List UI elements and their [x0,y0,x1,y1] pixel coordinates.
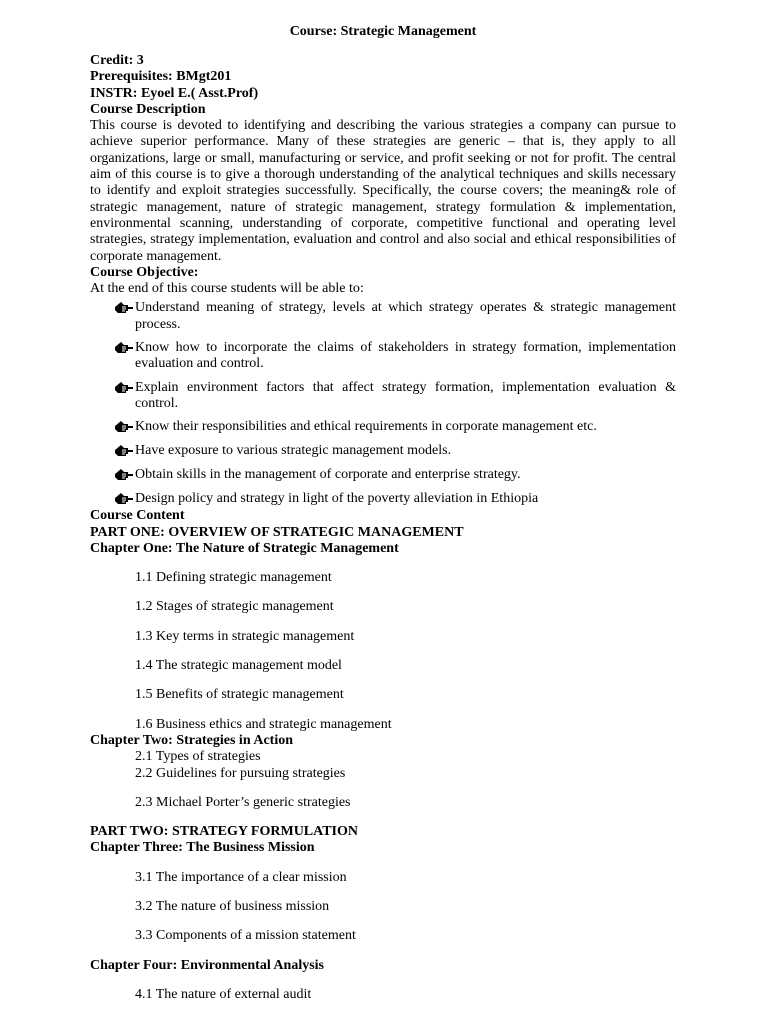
instructor: INSTR: Eyoel E.( Asst.Prof) [90,85,259,101]
objective-text: Understand meaning of strategy, levels at which strategy operates & strategic management process. [135,300,676,332]
section-item: 1.4 The strategic management model [135,658,342,674]
objective-item [90,340,676,373]
pointing-hand-icon [114,419,134,435]
course-title: Course: Strategic Management [289,24,477,39]
objective-heading: Course Objective: [90,264,199,280]
chapter-four-title: Chapter Four: Environmental Analysis [90,957,325,973]
section-item: 1.6 Business ethics and strategic management [135,716,392,732]
pointing-hand-icon [114,380,134,396]
objective-item [90,300,676,333]
pointing-hand-icon [114,491,134,507]
objective-text: Know how to incorporate the claims of stakeholders in strategy formation, implementation evaluation and control. [135,340,676,372]
prerequisites: Prerequisites: BMgt201 [90,69,232,85]
section-item: 2.2 Guidelines for pursuing strategies [135,765,346,781]
pointing-hand-icon [114,300,134,316]
objective-item [90,419,676,436]
section-item: 4.1 The nature of external audit [135,986,312,1002]
objective-intro: At the end of this course students will be able to: [90,281,364,297]
objective-item [90,443,676,460]
section-item: 1.5 Benefits of strategic management [135,687,344,703]
objective-list [90,300,676,508]
content-heading: Course Content [90,508,185,524]
section-item: 2.1 Types of strategies [135,749,261,765]
chapter-two-title: Chapter Two: Strategies in Action [90,732,293,748]
objective-text: Obtain skills in the management of corporate and enterprise strategy. [135,467,521,483]
section-item: 1.1 Defining strategic management [135,570,332,586]
chapter-one-title: Chapter One: The Nature of Strategic Management [90,540,399,556]
section-item: 3.3 Components of a mission statement [135,928,356,944]
course-meta [90,53,676,297]
objective-text: Design policy and strategy in light of the poverty alleviation in Ethiopia [135,491,539,507]
section-item: 2.3 Michael Porter’s generic strategies [135,794,351,810]
pointing-hand-icon [114,340,134,356]
objective-item [90,380,676,413]
part-two-heading: PART TWO: STRATEGY FORMULATION [90,824,358,840]
objective-item [90,467,676,484]
objective-text: Explain environment factors that affect strategy formation, implementation evaluation & control. [135,379,676,411]
section-item: 1.2 Stages of strategic management [135,599,334,615]
chapter-three-title: Chapter Three: The Business Mission [90,840,315,856]
description-heading: Course Description [90,101,206,117]
section-item: 1.3 Key terms in strategic management [135,628,355,644]
course-description: This course is devoted to identifying and describing the various strategies a company can pursue to achieve superior performance. Many of these strategies are generic – that is, they apply to all organizations, large or small, manufacturing or service, and profit seeking or not for profit. The central aim of this course is to give a thorough understanding of the analytical techniques and skills necessary to identify and exploit strategies successfully. Specifically, the course covers; the meaning& role of strategic management, nature of strategic management, strategy formulation & implementation, environmental scanning, understanding of corporate, competitive functional and operating level strategies, strategy implementation, evaluation and control and also social and ethical responsibilities of corporate management. [90,118,676,264]
part-one-heading: PART ONE: OVERVIEW OF STRATEGIC MANAGEMENT [90,524,464,540]
objective-text: Have exposure to various strategic management models. [135,443,452,459]
objective-item [90,491,676,508]
pointing-hand-icon [114,467,134,483]
objective-text: Know their responsibilities and ethical requirements in corporate management etc. [135,419,597,435]
pointing-hand-icon [114,443,134,459]
section-item: 3.1 The importance of a clear mission [135,869,347,885]
credit: Credit: 3 [90,53,144,68]
document-page [90,24,676,1003]
section-item: 3.2 The nature of business mission [135,898,330,914]
